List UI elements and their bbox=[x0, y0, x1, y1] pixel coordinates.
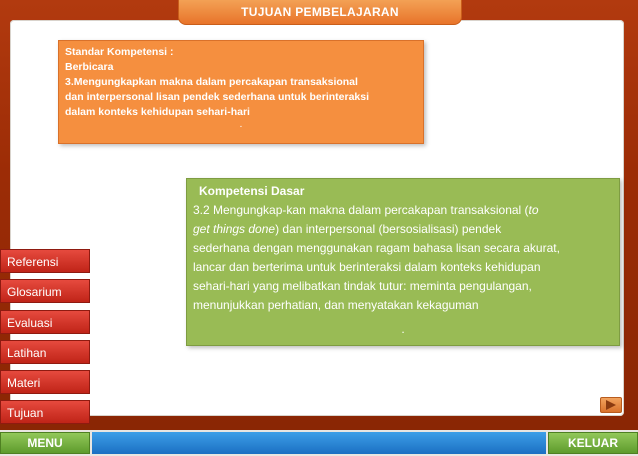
sidebar-item-materi[interactable]: Materi bbox=[0, 370, 90, 394]
sk-line-2: dan interpersonal lisan pendek sederhana untuk berinteraksi bbox=[65, 91, 370, 103]
sk-heading: Standar Kompetensi : bbox=[65, 46, 174, 58]
next-button[interactable] bbox=[600, 397, 622, 413]
sidebar-item-latihan[interactable]: Latihan bbox=[0, 340, 90, 364]
sk-topic: Berbicara bbox=[65, 61, 114, 73]
kompetensi-dasar-box bbox=[186, 178, 620, 346]
standar-kompetensi-box bbox=[58, 40, 424, 144]
sidebar-item-tujuan[interactable]: Tujuan bbox=[0, 400, 90, 424]
sk-line-3: dalam konteks kehidupan sehari-hari bbox=[65, 106, 250, 118]
sk-dot: . bbox=[239, 118, 243, 130]
exit-button[interactable]: KELUAR bbox=[548, 432, 638, 454]
kd-line-1-text: 3.2 Mengungkap-kan makna dalam percakapan transaksional ( bbox=[193, 203, 529, 217]
kd-line-1 bbox=[193, 201, 613, 220]
sidebar-item-referensi[interactable]: Referensi bbox=[0, 249, 90, 273]
sidebar-item-evaluasi[interactable]: Evaluasi bbox=[0, 310, 90, 334]
kd-heading: Kompetensi Dasar bbox=[199, 184, 305, 198]
play-arrow-icon bbox=[605, 400, 617, 410]
page-title: TUJUAN PEMBELAJARAN bbox=[178, 0, 462, 25]
kd-line-2-text: ) dan interpersonal (bersosialisasi) pendek bbox=[275, 222, 502, 236]
kd-line-2 bbox=[193, 220, 613, 239]
kd-line-4: lancar dan berterima untuk berinteraksi dalam konteks kehidupan bbox=[193, 260, 541, 274]
menu-button[interactable]: MENU bbox=[0, 432, 90, 454]
sk-line-1: 3.Mengungkapkan makna dalam percakapan transaksional bbox=[65, 76, 358, 88]
kd-line-3: sederhana dengan menggunakan ragam bahasa lisan secara akurat, bbox=[193, 241, 560, 255]
kd-line-5: sehari-hari yang melibatkan tindak tutur: meminta pengulangan, bbox=[193, 279, 532, 293]
kd-line-6: menunjukkan perhatian, dan menyatakan kekaguman bbox=[193, 298, 479, 312]
footer-blue-bar bbox=[92, 432, 546, 454]
kd-line-2-italic: get things done bbox=[193, 222, 276, 236]
kd-line-1-italic: to bbox=[528, 203, 539, 217]
sidebar-item-glosarium[interactable]: Glosarium bbox=[0, 279, 90, 303]
kd-dot: . bbox=[401, 322, 405, 336]
